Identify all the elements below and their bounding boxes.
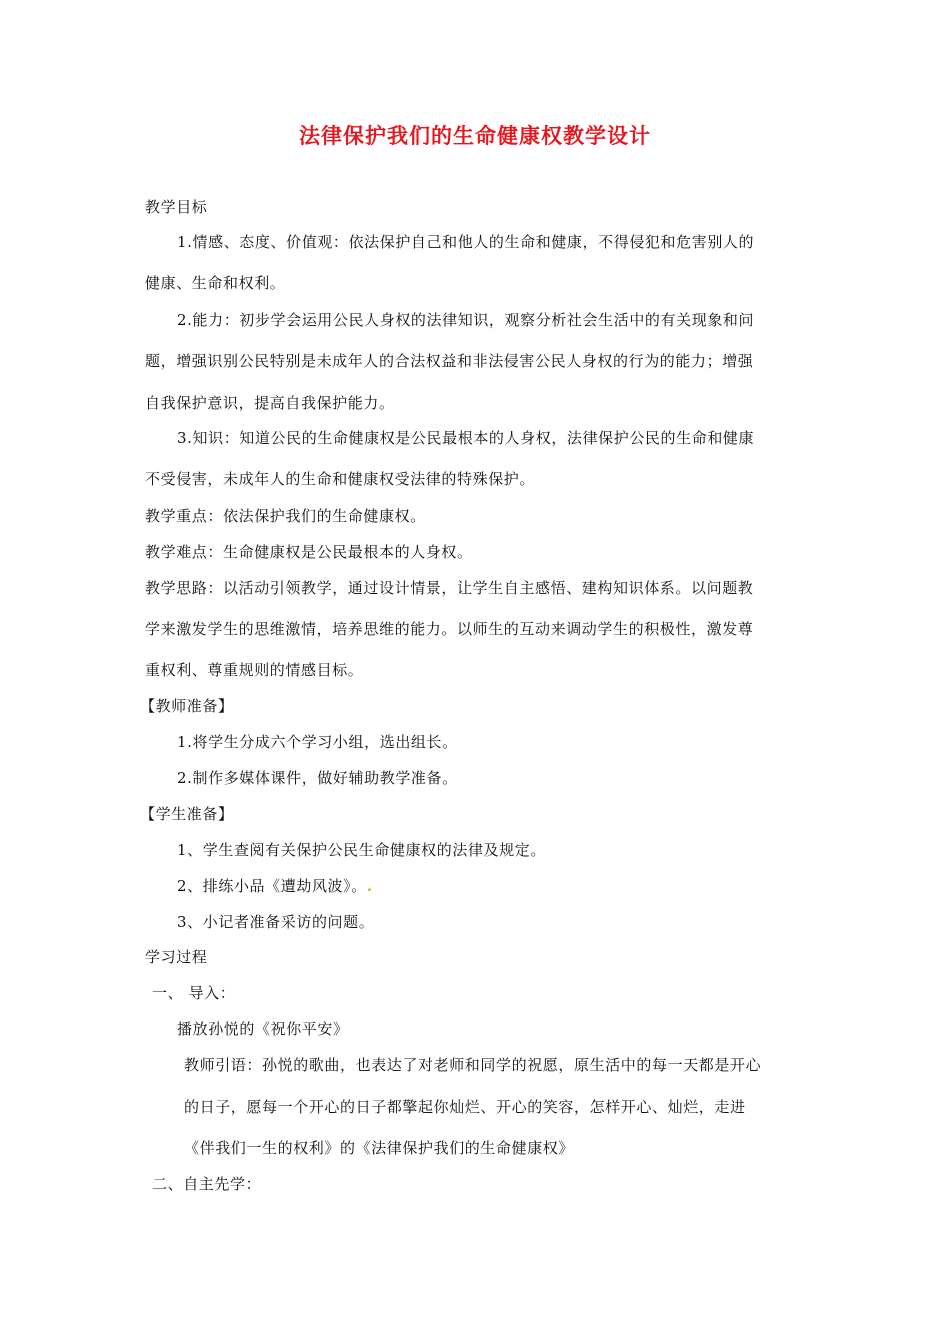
approach-line-1: 教学思路：以活动引领教学，通过设计情景，让学生自主感悟、建构知识体系。以问题教 xyxy=(145,579,754,597)
process-heading: 学习过程 xyxy=(145,948,208,966)
student-prep-item-3: 3、小记者准备采访的问题。 xyxy=(177,913,375,931)
goal-3-line-2: 不受侵害，未成年人的生命和健康权受法律的特殊保护。 xyxy=(145,470,536,488)
intro-line-2: 的日子，愿每一个开心的日子都擎起你灿烂、开心的笑容，怎样开心、灿烂，走进 xyxy=(184,1098,746,1116)
document-title: 法律保护我们的生命健康权教学设计 xyxy=(299,124,651,148)
teacher-prep-heading: 【教师准备】 xyxy=(140,697,234,715)
student-prep-item-2-text: 2、排练小品《遭劫风波》。 xyxy=(177,877,367,895)
goal-2-line-3: 自我保护意识，提高自我保护能力。 xyxy=(145,394,395,412)
student-prep-item-2 xyxy=(177,876,373,896)
student-prep-item-2-mark: . xyxy=(366,877,373,895)
section-1-heading: 一、 导入： xyxy=(152,984,236,1002)
goal-1-line-1: 1.情感、态度、价值观：依法保护自己和他人的生命和健康，不得侵犯和危害别人的 xyxy=(177,233,755,251)
student-prep-heading: 【学生准备】 xyxy=(140,805,234,823)
intro-line-1: 教师引语：孙悦的歌曲，也表达了对老师和同学的祝愿，原生活中的每一天都是开心 xyxy=(184,1056,762,1074)
song-line: 播放孙悦的《祝你平安》 xyxy=(177,1020,349,1038)
goal-1-line-2: 健康、生命和权利。 xyxy=(145,274,286,292)
section-2-heading: 二、自主先学： xyxy=(152,1175,262,1193)
goal-2-line-2: 题，增强识别公民特别是未成年人的合法权益和非法侵害公民人身权的行为的能力；增强 xyxy=(145,352,754,370)
teacher-prep-item-1: 1.将学生分成六个学习小组，选出组长。 xyxy=(177,733,458,751)
goal-2-line-1: 2.能力：初步学会运用公民人身权的法律知识，观察分析社会生活中的有关现象和问 xyxy=(177,311,755,329)
goal-3-line-1: 3.知识：知道公民的生命健康权是公民最根本的人身权，法律保护公民的生命和健康 xyxy=(177,429,755,447)
goals-heading: 教学目标 xyxy=(145,198,208,216)
intro-line-3: 《伴我们一生的权利》的《法律保护我们的生命健康权》 xyxy=(184,1139,575,1157)
difficulty: 教学难点：生命健康权是公民最根本的人身权。 xyxy=(145,543,473,561)
key-point: 教学重点：依法保护我们的生命健康权。 xyxy=(145,507,426,525)
approach-line-2: 学来激发学生的思维激情，培养思维的能力。以师生的互动来调动学生的积极性，激发尊 xyxy=(145,620,754,638)
student-prep-item-1: 1、学生查阅有关保护公民生命健康权的法律及规定。 xyxy=(177,841,546,859)
approach-line-3: 重权利、尊重规则的情感目标。 xyxy=(145,661,364,679)
teacher-prep-item-2: 2.制作多媒体课件，做好辅助教学准备。 xyxy=(177,769,458,787)
